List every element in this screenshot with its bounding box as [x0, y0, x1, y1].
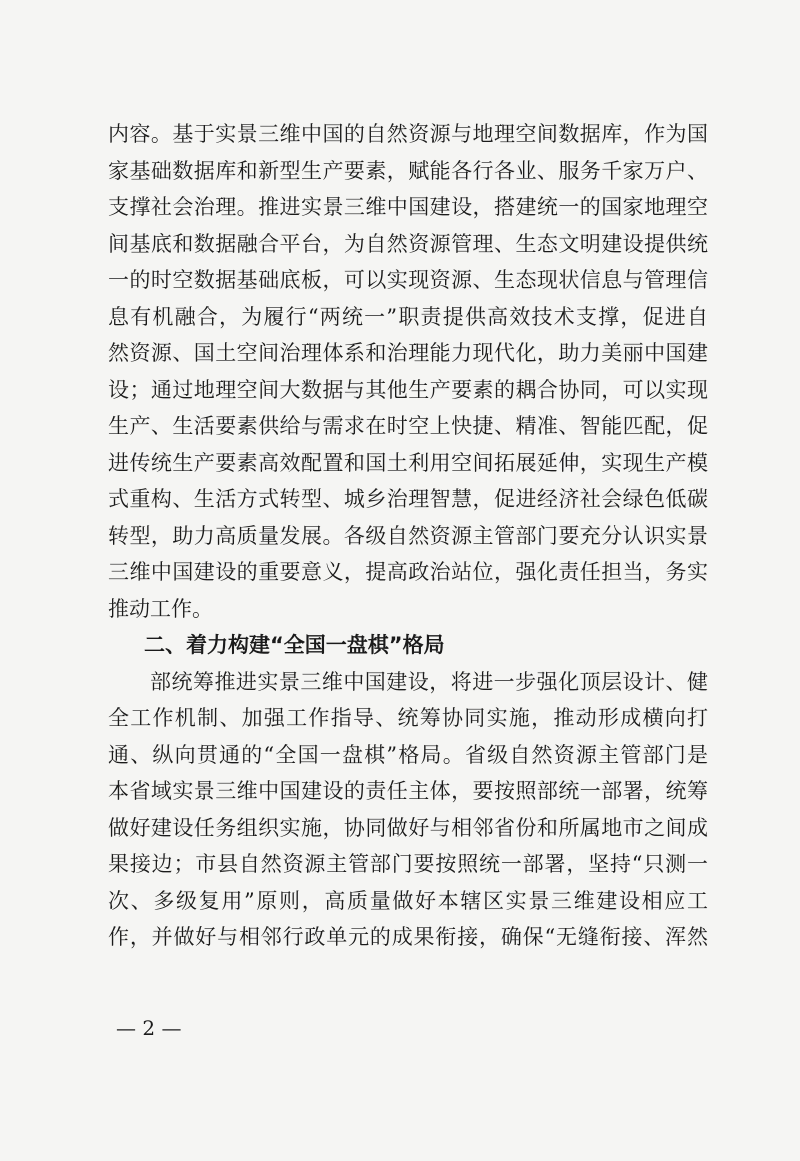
text-line: 本省域实景三维中国建设的责任主体，要按照部统一部署，统筹	[108, 779, 708, 803]
text-line: 家基础数据库和新型生产要素，赋能各行各业、服务千家万户、	[108, 158, 708, 183]
paragraph-1	[108, 116, 708, 627]
text-line: 部统筹推进实景三维中国建设，将进一步强化顶层设计、健	[150, 669, 708, 694]
section-heading: 二、着力构建“全国一盘棋”格局	[144, 633, 445, 657]
text-line: 推动工作。	[108, 596, 213, 621]
text-line: 进传统生产要素高效配置和国土利用空间拓展延伸，实现生产模	[108, 450, 708, 475]
text-line: 设；通过地理空间大数据与其他生产要素的耦合协同，可以实现	[108, 377, 708, 402]
text-line: 然资源、国土空间治理体系和治理能力现代化，助力美丽中国建	[108, 341, 708, 365]
text-line: 支撑社会治理。推进实景三维中国建设，搭建统一的国家地理空	[108, 195, 708, 219]
text-line: 转型，助力高质量发展。各级自然资源主管部门要充分认识实景	[108, 523, 708, 548]
text-line: 次、多级复用”原则，高质量做好本辖区实景三维建设相应工	[108, 888, 708, 913]
text-line: 全工作机制、加强工作指导、统筹协同实施，推动形成横向打	[108, 706, 708, 730]
text-line: 做好建设任务组织实施，协同做好与相邻省份和所属地市之间成	[108, 815, 708, 840]
text-line: 间基底和数据融合平台，为自然资源管理、生态文明建设提供统	[108, 231, 708, 256]
text-line: 三维中国建设的重要意义，提高政治站位，强化责任担当，务实	[108, 560, 708, 584]
text-line: 作，并做好与相邻行政单元的成果衔接，确保“无缝衔接、浑然	[108, 925, 708, 949]
text-line: 通、纵向贯通的“全国一盘棋”格局。省级自然资源主管部门是	[108, 742, 708, 767]
text-line: 一的时空数据基础底板，可以实现资源、生态现状信息与管理信	[108, 268, 708, 292]
text-line: 息有机融合，为履行“两统一”职责提供高效技术支撑，促进自	[108, 304, 708, 329]
document-body	[108, 116, 708, 956]
text-line: 果接边；市县自然资源主管部门要按照统一部署，坚持“只测一	[108, 852, 708, 876]
page-number: — 2 —	[116, 1016, 182, 1040]
text-line: 生产、生活要素供给与需求在时空上快捷、精准、智能匹配，促	[108, 414, 708, 438]
text-line: 内容。基于实景三维中国的自然资源与地理空间数据库，作为国	[108, 122, 708, 146]
paragraph-2	[108, 664, 708, 956]
text-line: 式重构、生活方式转型、城乡治理智慧，促进经济社会绿色低碳	[108, 487, 708, 511]
